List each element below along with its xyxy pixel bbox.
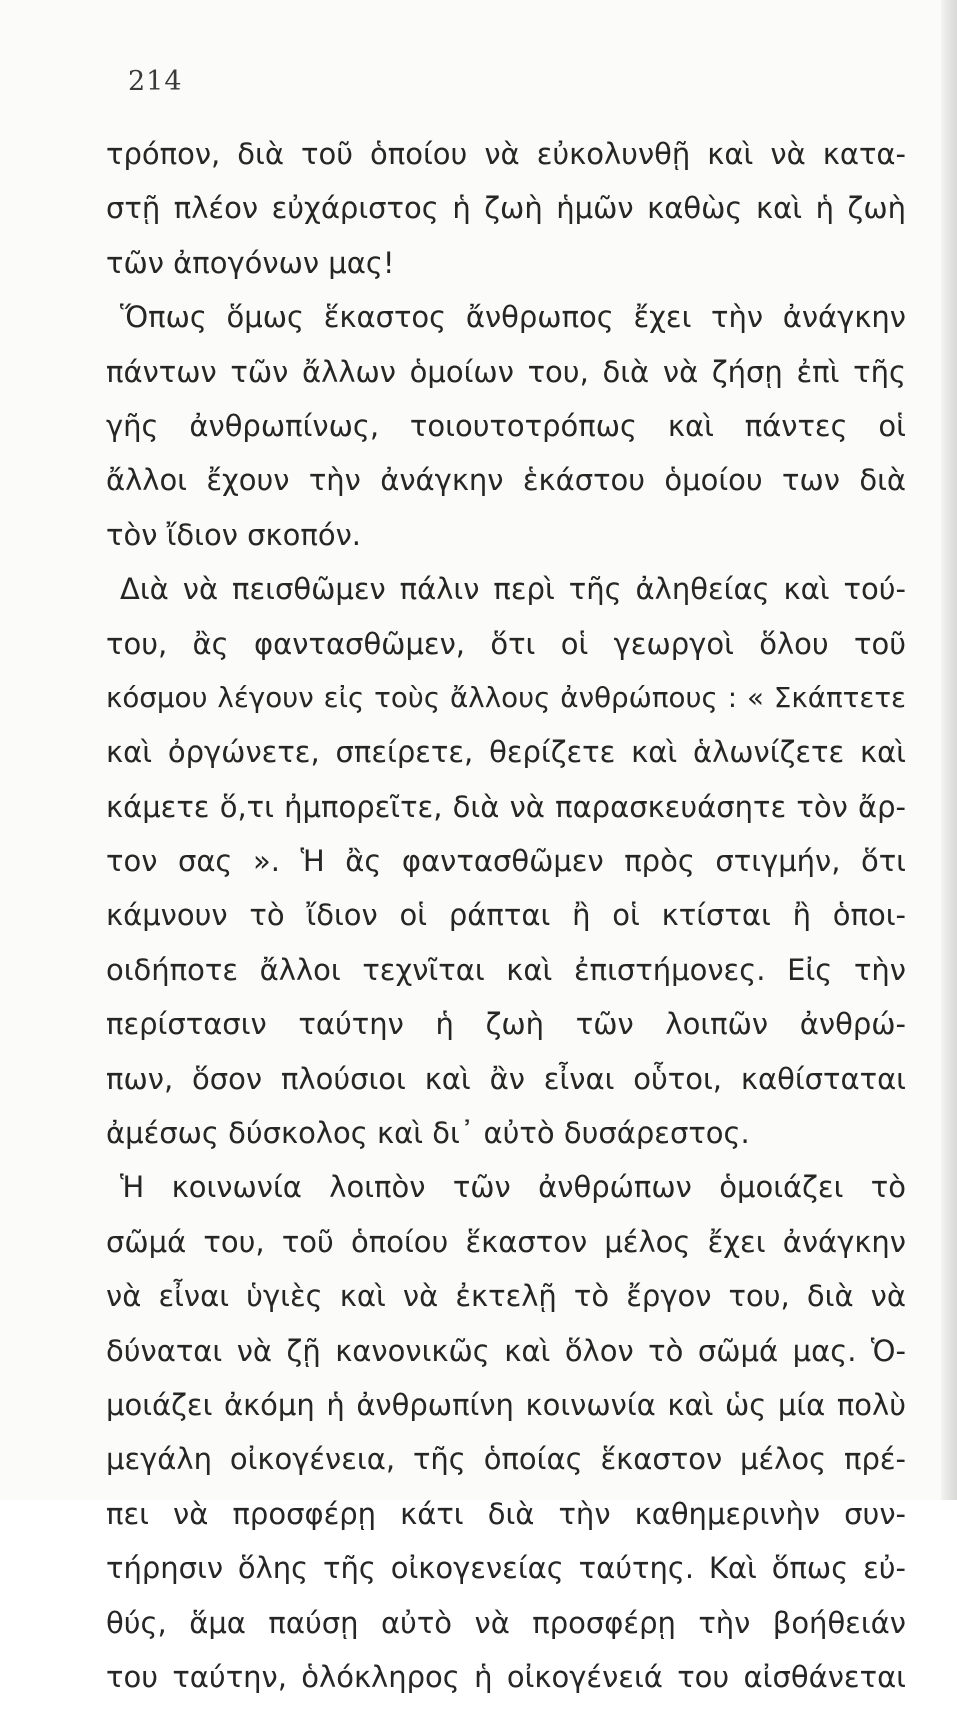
text-line: στῇ πλέον εὐχάριστος ἡ ζωὴ ἡμῶν καθὼς καὶ ἡ ζωὴ xyxy=(106,191,906,226)
text-line: πει νὰ προσφέρῃ κάτι διὰ τὴν καθημερινὴν συν- xyxy=(106,1496,906,1531)
text-line: κόσμου λέγουν εἰς τοὺς ἄλλους ἀνθρώπους : « Σκάπτετε xyxy=(106,680,906,714)
text-line: τῶν ἀπογόνων μας! xyxy=(106,245,395,280)
text-line: ἀμέσως δύσκολος καὶ δι᾽ αὐτὸ δυσάρεστος. xyxy=(106,1116,750,1151)
text-line: κάμνουν τὸ ἴδιον οἱ ράπται ἢ οἱ κτίσται ἢ ὁποι- xyxy=(106,898,906,933)
page-number: 214 xyxy=(128,66,183,97)
body-text xyxy=(106,134,906,1711)
page-edge-shadow xyxy=(941,0,957,1500)
text-line: σῶμά του, τοῦ ὁποίου ἕκαστον μέλος ἔχει ἀνάγκην xyxy=(106,1224,906,1259)
text-line: θύς, ἅμα παύσῃ αὐτὸ νὰ προσφέρῃ τὴν βοήθειάν xyxy=(106,1605,906,1640)
text-line: Ἡ κοινωνία λοιπὸν τῶν ἀνθρώπων ὁμοιάζει τὸ xyxy=(120,1170,906,1205)
text-line: τον σας ». Ἡ ἂς φαντασθῶμεν πρὸς στιγμήν, ὅτι xyxy=(106,844,906,879)
text-line: του, ἂς φαντασθῶμεν, ὅτι οἱ γεωργοὶ ὅλου τοῦ xyxy=(106,626,906,661)
text-line: καὶ ὀργώνετε, σπείρετε, θερίζετε καὶ ἁλωνίζετε καὶ xyxy=(106,735,906,770)
text-line: πων, ὅσον πλούσιοι καὶ ἂν εἶναι οὗτοι, καθίσταται xyxy=(106,1061,906,1096)
text-line: νὰ εἶναι ὑγιὲς καὶ νὰ ἐκτελῇ τὸ ἔργον του, διὰ νὰ xyxy=(106,1279,906,1314)
text-line: Διὰ νὰ πεισθῶμεν πάλιν περὶ τῆς ἀληθείας καὶ τού- xyxy=(120,572,906,607)
text-line: Ὅπως ὅμως ἕκαστος ἄνθρωπος ἔχει τὴν ἀνάγκην xyxy=(120,300,906,335)
text-line: μοιάζει ἀκόμη ἡ ἀνθρωπίνη κοινωνία καὶ ὡς μία πολὺ xyxy=(106,1387,906,1422)
text-line: περίστασιν ταύτην ἡ ζωὴ τῶν λοιπῶν ἀνθρώ- xyxy=(106,1007,906,1042)
text-line: τρόπον, διὰ τοῦ ὁποίου νὰ εὐκολυνθῇ καὶ νὰ κατα- xyxy=(106,137,906,171)
text-line: δύναται νὰ ζῇ κανονικῶς καὶ ὅλον τὸ σῶμά μας. Ὁ- xyxy=(106,1333,906,1368)
text-line: μεγάλη οἰκογένεια, τῆς ὁποίας ἕκαστον μέλος πρέ- xyxy=(106,1442,906,1477)
text-line: ἄλλοι ἔχουν τὴν ἀνάγκην ἑκάστου ὁμοίου των διὰ xyxy=(106,463,906,498)
text-line: γῆς ἀνθρωπίνως, τοιουτοτρόπως καὶ πάντες οἱ xyxy=(106,408,906,443)
text-line: πάντων τῶν ἄλλων ὁμοίων του, διὰ νὰ ζήσῃ ἐπὶ τῆς xyxy=(106,354,906,389)
text-line: του ταύτην, ὁλόκληρος ἡ οἰκογένειά του αἰσθάνεται xyxy=(106,1659,906,1694)
text-line: οιδήποτε ἄλλοι τεχνῖται καὶ ἐπιστήμονες. Εἰς τὴν xyxy=(106,952,906,987)
text-line: κάμετε ὅ,τι ἠμπορεῖτε, διὰ νὰ παρασκευάσητε τὸν ἄρ- xyxy=(106,789,906,824)
text-line: τὸν ἴδιον σκοπόν. xyxy=(106,517,361,552)
text-line: τήρησιν ὅλης τῆς οἰκογενείας ταύτης. Καὶ ὅπως εὐ- xyxy=(106,1551,906,1586)
